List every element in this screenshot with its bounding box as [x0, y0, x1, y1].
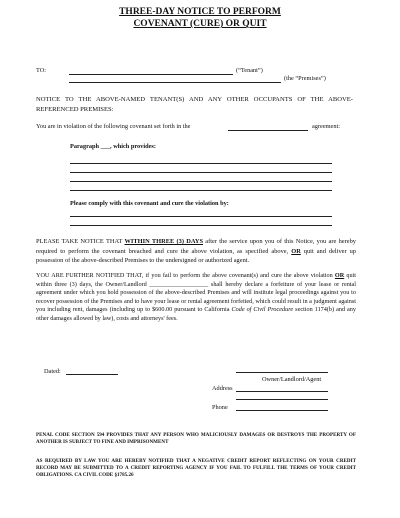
- agreement-type-field[interactable]: [228, 130, 308, 131]
- provision-line-3[interactable]: [70, 181, 332, 182]
- or-emphasis: OR: [291, 247, 301, 255]
- premises-label: (the “Premises”): [284, 75, 326, 82]
- to-label: TO:: [36, 67, 47, 74]
- notice-heading: NOTICE TO THE ABOVE-NAMED TENANT(S) AND ANY OTHER OCCUPANTS OF THE ABOVE-REFERENCED PREMISES:: [36, 96, 353, 113]
- address-line-1[interactable]: [236, 391, 328, 392]
- three-days-emphasis: WITHIN THREE (3) DAYS: [124, 238, 204, 245]
- violation-text: You are in violation of the following covenant set forth in the: [36, 123, 191, 130]
- penal-code-notice: PENAL CODE SECTION 594 PROVIDES THAT ANY PERSON WHO MALICIOUSLY DAMAGES OR DESTROYS THE PROPERTY OF ANOTHER IS SUBJECT TO FINE AND IMPRISONMENT: [36, 432, 356, 445]
- further-part2: quit within three (3) days, the Owner/Landlord ___________________ shall hereby declare a forfeiture of your lease or rental agreement under which you hold possession of the above-described Premises and will institute legal proceedings against you to recover possession of the Premises and to have your lease or rental agreement forfeited, which could result in a judgment against you including rent, damages (including up to $600.00 pursuant to California: [36, 272, 356, 314]
- tenant-label: (“Tenant”): [236, 67, 263, 74]
- comply-label: Please comply with this covenant and cure the violation by:: [70, 200, 229, 207]
- date-field[interactable]: [66, 374, 118, 375]
- provision-line-2[interactable]: [70, 172, 332, 173]
- further-notified-paragraph: [36, 272, 356, 324]
- tenant-name-field[interactable]: [69, 74, 233, 75]
- credit-report-notice: AS REQUIRED BY LAW YOU ARE HEREBY NOTIFIED THAT A NEGATIVE CREDIT REPORT REFLECTING ON YOUR CREDIT RECORD MAY BE SUBMITTED TO A CREDIT REPORTING AGENCY IF YOU FAIL TO FULFILL THE TERMS OF YOUR CREDIT OBLIGATIONS. CA CIVIL CODE §1785.26: [36, 458, 356, 478]
- take-notice-part1: PLEASE TAKE NOTICE THAT: [36, 238, 125, 245]
- document-title-line1: THREE-DAY NOTICE TO PERFORM: [119, 7, 281, 17]
- address-label: Address: [212, 385, 233, 392]
- take-notice-part2: after the service upon you of this Notice, you are hereby required to perform the covenant breached and cure the above violation, as specified above,: [36, 238, 356, 255]
- further-part1: YOU ARE FURTHER NOTIFIED THAT, if you fail to perform the above covenant(s) and cure the above violation: [36, 272, 335, 279]
- signature-field[interactable]: [236, 372, 328, 373]
- dated-label: Dated:: [44, 368, 61, 375]
- provision-line-4[interactable]: [70, 190, 332, 191]
- take-notice-paragraph: [36, 237, 356, 266]
- premises-address-field[interactable]: [69, 82, 281, 83]
- cure-line-2[interactable]: [70, 225, 332, 226]
- provision-line-1[interactable]: [70, 163, 332, 164]
- code-civil-procedure: Code of Civil Procedure: [231, 306, 294, 314]
- phone-field[interactable]: [236, 410, 328, 411]
- owner-label: Owner/Landlord/Agent: [262, 376, 322, 383]
- document-title-line2: COVENANT (CURE) OR QUIT: [133, 19, 267, 29]
- further-part3: section 1174(b) and any other damages allowed by law), costs and attorneys' fees.: [36, 306, 356, 322]
- address-line-2[interactable]: [236, 399, 328, 400]
- take-notice-part3: quit and deliver up possession of the above-described Premises to the undersigned or authorized agent.: [36, 247, 356, 264]
- paragraph-label: Paragraph ___, which provides:: [70, 143, 156, 150]
- further-or-emphasis: OR: [334, 272, 345, 279]
- cure-line-1[interactable]: [70, 216, 332, 217]
- violation-suffix: agreement:: [312, 123, 340, 130]
- phone-label: Phone: [212, 404, 228, 411]
